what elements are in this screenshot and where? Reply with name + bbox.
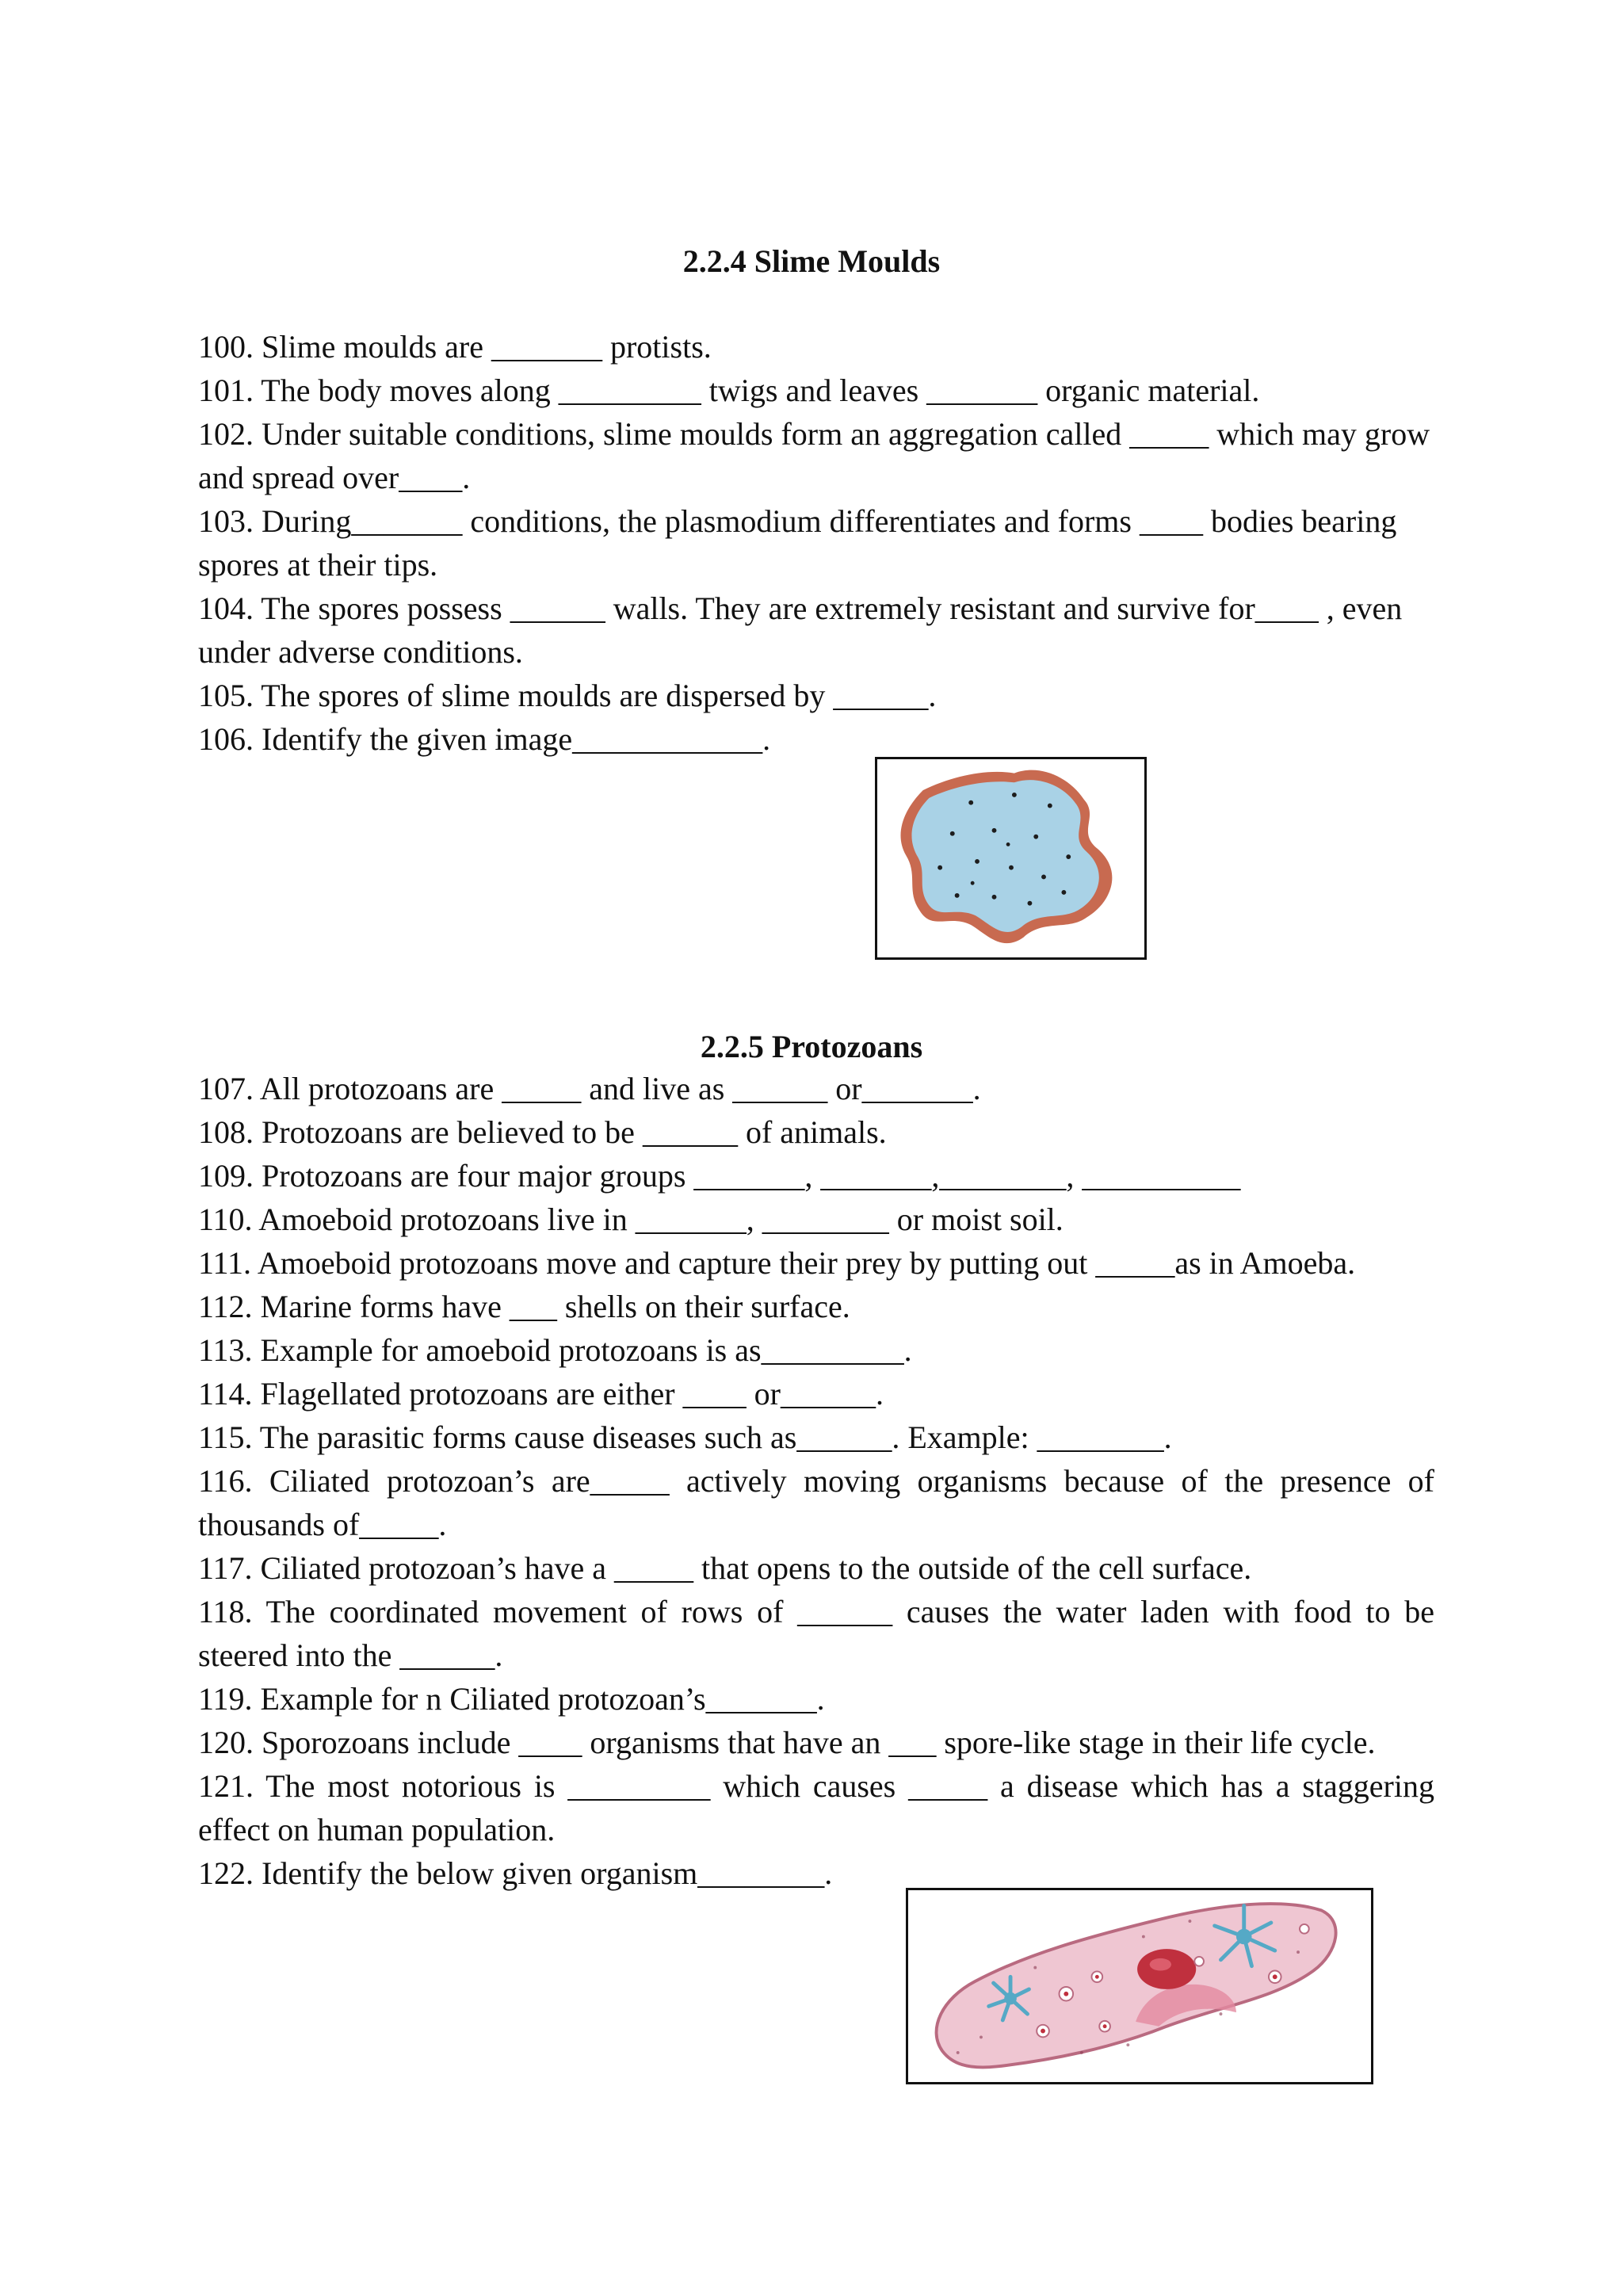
question-122: 122. Identify the below given organism________. [198,1855,833,1891]
question-109: 109. Protozoans are four major groups _______, _______,________, __________ [198,1158,1241,1194]
question-107: 107. All protozoans are _____ and live as ______ or_______. [198,1071,981,1106]
plasmodium-figure [875,757,1147,960]
question-112: 112. Marine forms have ___ shells on their surface. [198,1289,850,1324]
question-111: 111. Amoeboid protozoans move and capture their prey by putting out _____as in Amoeba. [198,1245,1356,1281]
question-121: 121. The most notorious is _________ which causes _____ a disease which has a staggering effect on human population. [198,1768,1434,1847]
question-110: 110. Amoeboid protozoans live in _______, ________ or moist soil. [198,1201,1064,1237]
section-title-slime-moulds: 2.2.4 Slime Moulds [682,243,941,279]
question-100: 100. Slime moulds are _______ protists. [198,329,712,365]
question-106: 106. Identify the given image____________. [198,721,771,757]
question-102: 102. Under suitable conditions, slime moulds form an aggregation called _____ which may grow and spread over____. [198,416,1430,495]
slime-moulds-questions [198,325,1434,761]
paramecium-icon [908,1890,1371,2082]
question-115: 115. The parasitic forms cause diseases such as______. Example: ________. [198,1419,1172,1455]
question-116: 116. Ciliated protozoan’s are_____ actively moving organisms because of the presence of thousands of_____. [198,1463,1434,1542]
question-120: 120. Sporozoans include ____ organisms that have an ___ spore-like stage in their life cycle. [198,1725,1376,1760]
question-104: 104. The spores possess ______ walls. They are extremely resistant and survive for____ , even under adverse conditions. [198,590,1403,670]
question-101: 101. The body moves along _________ twigs and leaves _______ organic material. [198,372,1260,408]
question-119: 119. Example for n Ciliated protozoan’s_______. [198,1681,825,1717]
question-103: 103. During_______ conditions, the plasmodium differentiates and forms ____ bodies bearing spores at their tips. [198,503,1397,583]
slime-mould-plasmodium-icon [877,759,1144,957]
question-117: 117. Ciliated protozoan’s have a _____ that opens to the outside of the cell surface. [198,1550,1252,1586]
question-113: 113. Example for amoeboid protozoans is as_________. [198,1332,912,1368]
paramecium-figure [906,1888,1373,2084]
question-108: 108. Protozoans are believed to be ______ of animals. [198,1114,887,1150]
protozoans-questions [198,1067,1434,1895]
question-118: 118. The coordinated movement of rows of ______ causes the water laden with food to be steered into the ______. [198,1594,1434,1673]
question-114: 114. Flagellated protozoans are either ____ or______. [198,1376,884,1412]
question-105: 105. The spores of slime moulds are dispersed by ______. [198,678,937,713]
section-title-protozoans: 2.2.5 Protozoans [700,1029,923,1064]
